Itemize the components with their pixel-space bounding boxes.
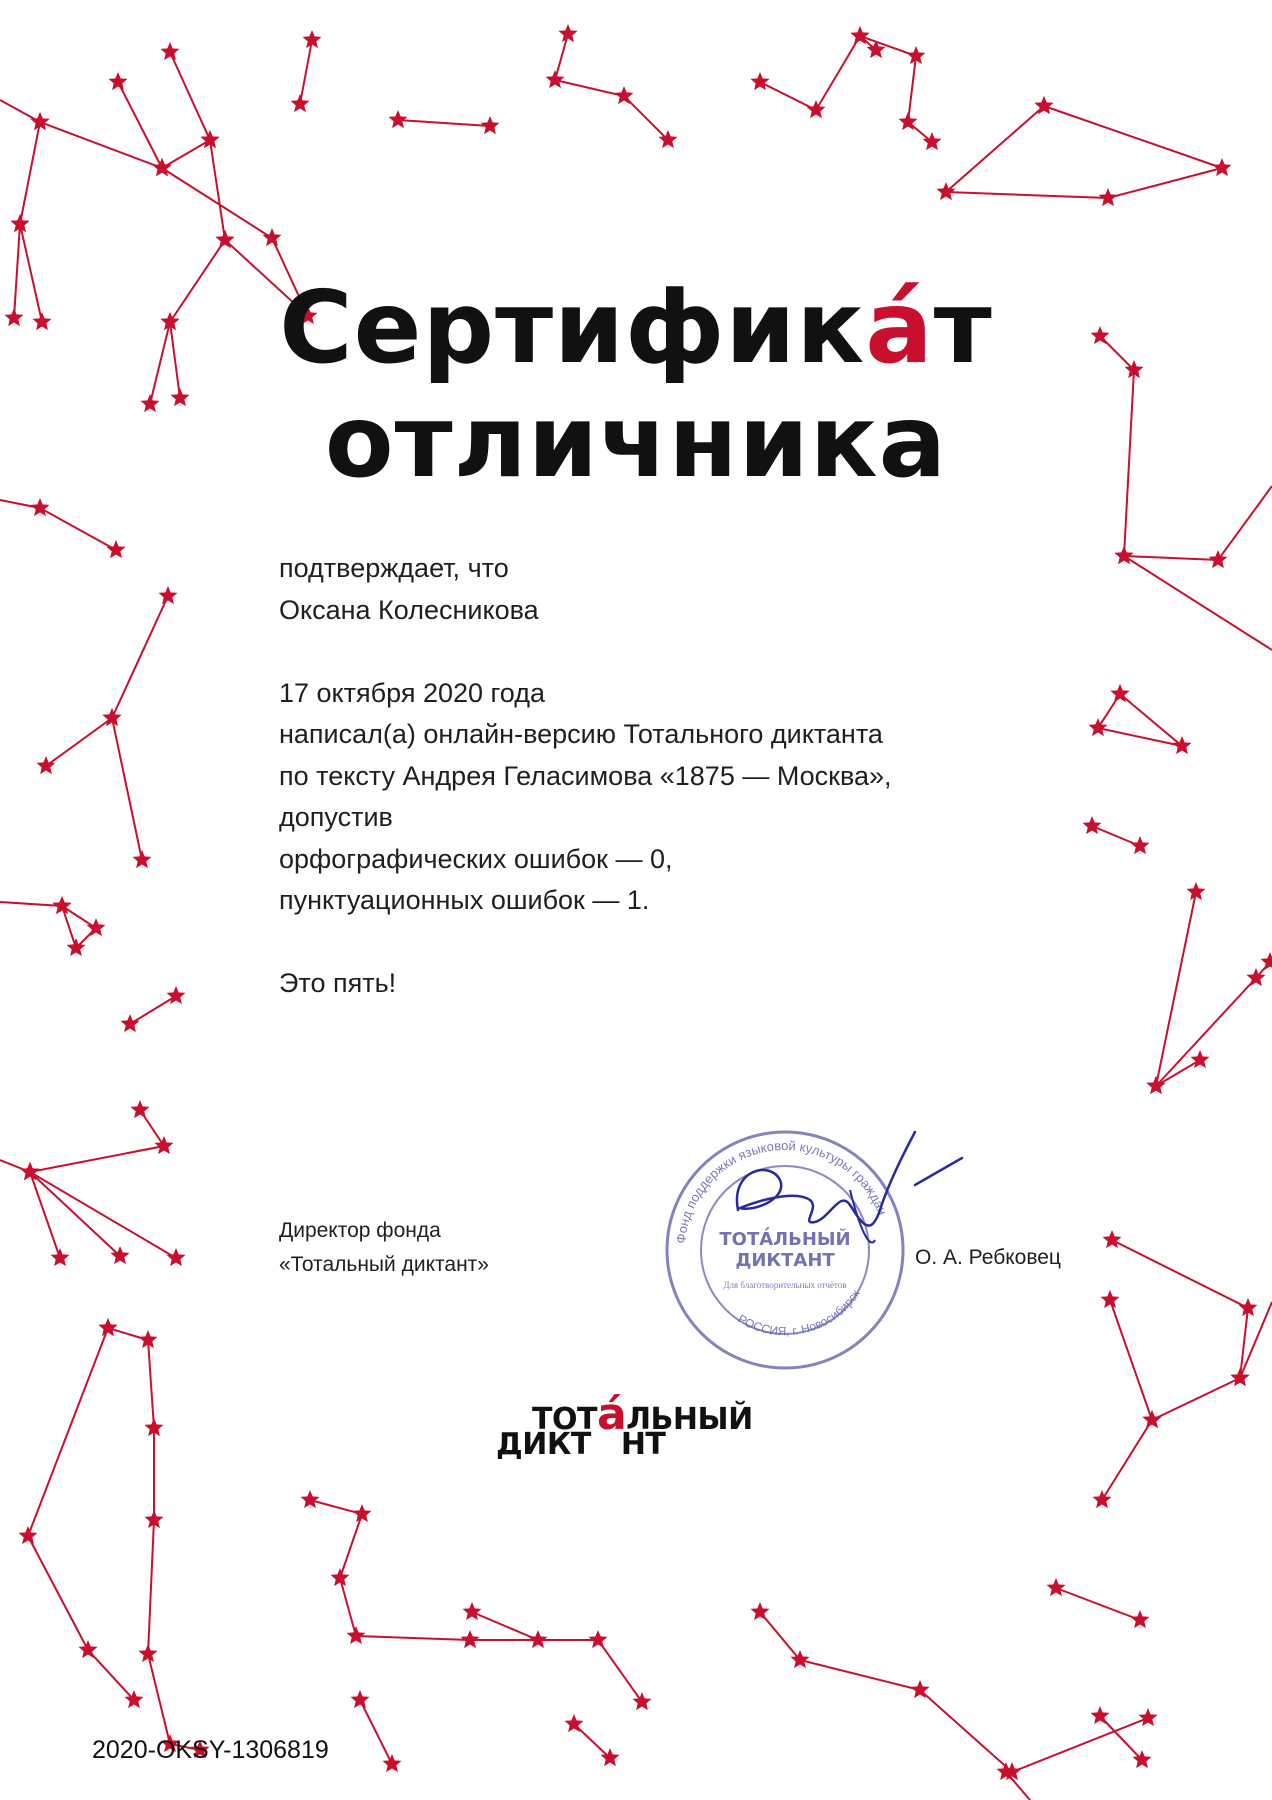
director-name: О. А. Ребковец bbox=[915, 1246, 1061, 1269]
star-icon bbox=[1231, 1368, 1250, 1386]
constellation-line bbox=[30, 1172, 176, 1258]
certificate-title-line2: отличника bbox=[324, 383, 948, 500]
title-accent-letter: а́ bbox=[865, 269, 934, 386]
constellation-line bbox=[1098, 694, 1182, 746]
star-icon bbox=[1083, 816, 1102, 834]
star-icon bbox=[1103, 1230, 1122, 1248]
constellation-line bbox=[162, 140, 210, 168]
star-icon bbox=[139, 1644, 158, 1662]
closing-phrase: Это пять! bbox=[279, 968, 397, 998]
constellation-line bbox=[398, 120, 490, 126]
spelling-errors-line: орфографических ошибок — 0, bbox=[279, 843, 673, 874]
star-icon bbox=[1209, 550, 1228, 568]
star-icon bbox=[167, 986, 186, 1004]
director-line2: «Тотальный диктант» bbox=[279, 1253, 489, 1276]
star-icon bbox=[159, 586, 178, 604]
star-icon bbox=[37, 756, 56, 774]
star-icon bbox=[351, 1690, 370, 1708]
star-icon bbox=[291, 94, 310, 112]
constellation-line bbox=[1124, 556, 1272, 650]
star-icon bbox=[1261, 952, 1272, 970]
constellation-line bbox=[1102, 1240, 1248, 1500]
star-icon bbox=[1213, 158, 1232, 176]
constellation-line bbox=[46, 596, 168, 766]
star-icon bbox=[1131, 836, 1150, 854]
stamp-bottom-text: РОССИЯ, г. Новосибирск bbox=[735, 1287, 863, 1339]
star-icon bbox=[155, 1136, 174, 1154]
star-icon bbox=[923, 132, 942, 150]
totalny-diktant-logo: ТОТа́ЛЬНЫЙ ДИКТ НТ bbox=[496, 1389, 753, 1462]
star-icon bbox=[1173, 736, 1192, 754]
constellation-line bbox=[360, 1700, 392, 1764]
star-icon bbox=[1047, 1578, 1066, 1596]
constellation-line bbox=[310, 1500, 642, 1702]
star-icon bbox=[347, 1626, 366, 1644]
star-icon bbox=[301, 1490, 320, 1508]
constellation-line bbox=[472, 1612, 538, 1640]
constellation-line bbox=[30, 1172, 120, 1256]
constellation-line bbox=[28, 1328, 134, 1700]
constellation-line bbox=[0, 1110, 164, 1172]
star-icon bbox=[51, 1248, 70, 1266]
star-icon bbox=[751, 1602, 770, 1620]
star-icon bbox=[546, 70, 565, 88]
wrote-line: написал(а) онлайн-версию Тотального диктанта bbox=[279, 719, 883, 749]
star-icon bbox=[389, 110, 408, 128]
certificate-title-line1: Сертифика́т bbox=[279, 269, 993, 386]
constellation-line bbox=[0, 902, 96, 948]
constellation-line bbox=[0, 500, 116, 550]
star-icon bbox=[107, 540, 126, 558]
star-icon bbox=[463, 1602, 482, 1620]
star-icon bbox=[31, 498, 50, 516]
constellation-line bbox=[555, 34, 668, 140]
star-icon bbox=[109, 72, 128, 90]
star-icon bbox=[1101, 1290, 1120, 1308]
constellation-line bbox=[130, 996, 176, 1024]
constellation-line bbox=[760, 1612, 1148, 1772]
star-icon bbox=[1191, 1050, 1210, 1068]
star-icon bbox=[1143, 1410, 1162, 1428]
certificate-body bbox=[279, 548, 1039, 1005]
star-icon bbox=[263, 228, 282, 246]
text-source-line: по тексту Андрея Геласимова «1875 — Москва», bbox=[279, 760, 892, 791]
confirms-text: подтверждает, что bbox=[279, 553, 509, 583]
star-icon bbox=[1131, 1610, 1150, 1628]
stamp-outer-text: Фонд поддержки языковой культуры граждан bbox=[673, 1137, 891, 1245]
star-icon bbox=[1089, 718, 1108, 736]
star-icon bbox=[481, 116, 500, 134]
recipient-name: Оксана Колесникова bbox=[279, 594, 539, 625]
punctuation-errors-line: пунктуационных ошибок — 1. bbox=[279, 885, 650, 915]
star-icon bbox=[79, 1640, 98, 1658]
star-icon bbox=[99, 1318, 118, 1336]
star-icon bbox=[633, 1692, 652, 1710]
star-icon bbox=[133, 850, 152, 868]
star-icon bbox=[1093, 1490, 1112, 1508]
stamp-inner-small: Для благотворительных отчётов bbox=[723, 1280, 847, 1290]
constellation-line bbox=[1156, 892, 1270, 1086]
allowing-line: допустив bbox=[279, 802, 393, 832]
star-icon bbox=[331, 1568, 350, 1586]
star-icon bbox=[1091, 1706, 1110, 1724]
constellation-line bbox=[574, 1724, 610, 1758]
star-icon bbox=[529, 1630, 548, 1648]
star-icon bbox=[353, 1504, 372, 1522]
star-icon bbox=[161, 42, 180, 60]
director-line1: Директор фонда bbox=[279, 1219, 441, 1242]
star-icon bbox=[131, 1100, 150, 1118]
dictation-date: 17 октября 2020 года bbox=[279, 677, 545, 708]
director-title bbox=[279, 1214, 489, 1282]
star-icon bbox=[751, 72, 770, 90]
star-icon bbox=[867, 40, 886, 58]
star-icon bbox=[31, 112, 50, 130]
star-icon bbox=[559, 24, 578, 42]
star-icon bbox=[937, 182, 956, 200]
constellation-line bbox=[1156, 1060, 1200, 1086]
star-icon bbox=[19, 1526, 38, 1544]
stamp-inner-line1: ТОТА́ЛЬНЫЙ bbox=[719, 1229, 851, 1250]
constellation-line bbox=[1110, 1300, 1152, 1420]
certificate-serial-number: 2020-OKSY-1306819 bbox=[92, 1736, 329, 1764]
star-icon bbox=[807, 100, 826, 118]
constellation-line bbox=[300, 40, 312, 104]
constellation-line bbox=[1056, 1588, 1140, 1620]
svg-text:РОССИЯ, г. Новосибирск bbox=[736, 1286, 864, 1338]
star-icon bbox=[461, 1630, 480, 1648]
star-icon bbox=[167, 1248, 186, 1266]
star-icon bbox=[1099, 188, 1118, 206]
stamp-inner-line2: ДИКТАНТ bbox=[735, 1250, 835, 1271]
star-icon bbox=[121, 1014, 140, 1032]
star-icon bbox=[383, 1754, 402, 1772]
star-icon bbox=[589, 1630, 608, 1648]
constellation-line bbox=[112, 718, 142, 860]
star-icon bbox=[1187, 882, 1206, 900]
star-icon bbox=[1139, 1708, 1158, 1726]
constellation-line bbox=[946, 106, 1222, 198]
